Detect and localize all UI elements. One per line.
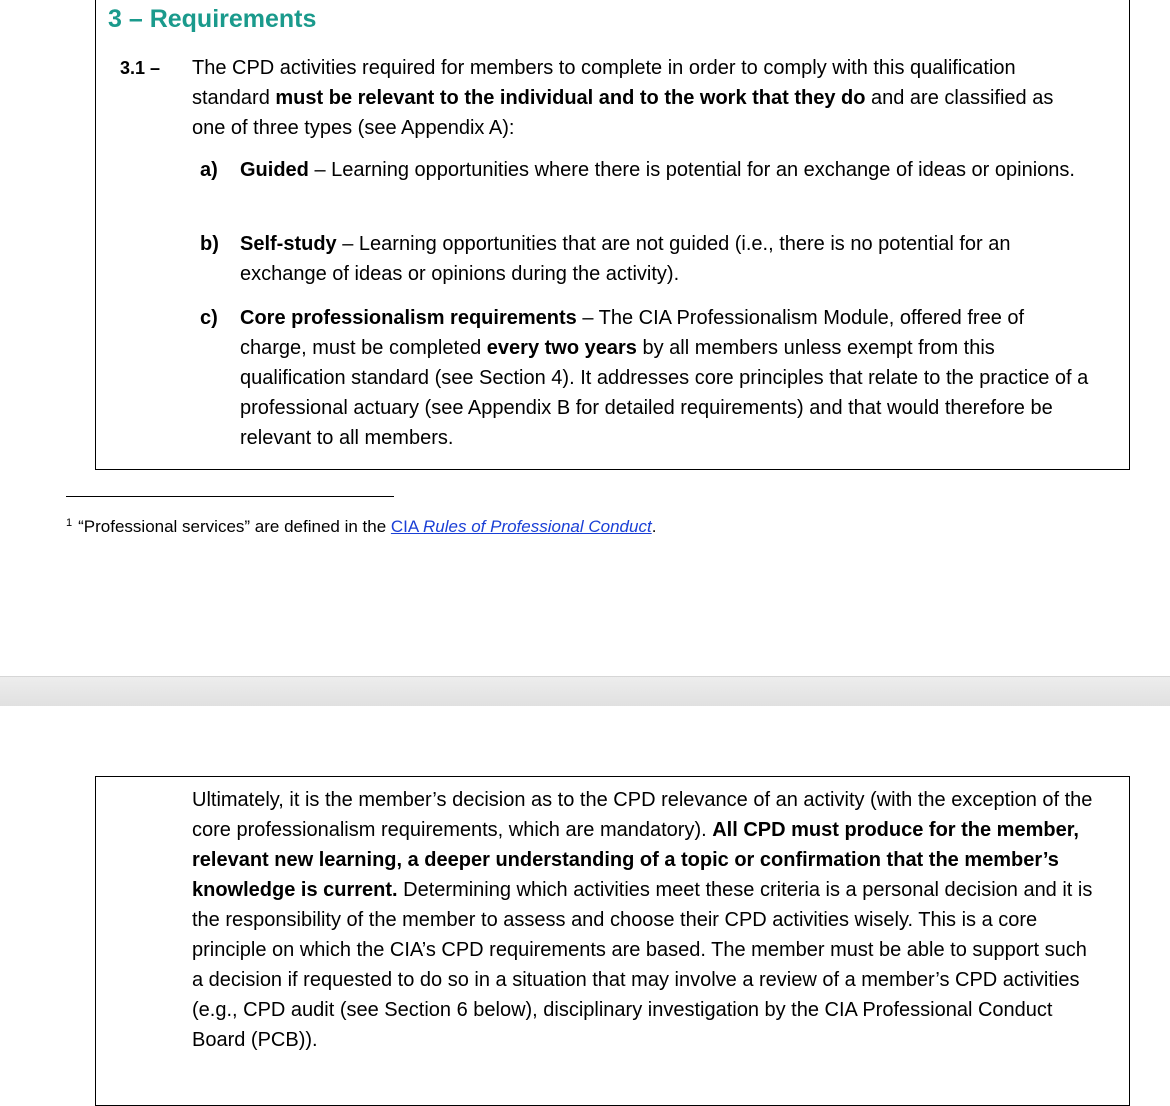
footnote-separator [66, 496, 394, 497]
paragraph-text: Ultimately, it is the member’s decision as to the CPD relevance of an activity (with the exception of the core professionalism requirements, which are mandatory). [192, 789, 1093, 841]
continuation-box [95, 776, 1130, 1106]
list-item-core-professionalism [240, 303, 1090, 453]
list-item-text-bold: every two years [486, 337, 637, 359]
clause-text-part: and are classified as one of three types (see Appendix A): [192, 87, 1054, 139]
list-marker-c: c) [200, 307, 218, 329]
clause-text [192, 53, 1072, 143]
footnote-marker: 1 [66, 517, 73, 529]
list-marker-b: b) [200, 233, 219, 255]
rules-of-professional-conduct-link[interactable] [391, 517, 652, 536]
clause-number: 3.1 – [120, 58, 161, 78]
paragraph-text: Determining which activities meet these criteria is a personal decision and it is the responsibility of the member to assess and choose their CPD activities wisely. This is a core principle on which the CIA’s CPD requirements are based. The member must be able to support such a decision if requested to do so in a situation that may involve a review of a member’s CPD activities (e.g., CPD audit (see Section 6 below), disciplinary investigation by the CIA Professional Conduct Board (PCB)). [192, 879, 1093, 1051]
list-marker-a: a) [200, 159, 218, 181]
link-text-italic: Rules of Professional Conduct [423, 517, 652, 536]
section-heading: 3 – Requirements [108, 5, 317, 33]
clause-text-bold: must be relevant to the individual and to the work that they do [275, 87, 866, 109]
link-text: CIA [390, 517, 424, 536]
footnote [66, 512, 656, 538]
footnote-text: “Professional services” are defined in the [78, 517, 391, 536]
list-item-self-study [240, 229, 1090, 289]
document-page-bottom [0, 706, 1170, 1094]
page-separator [0, 676, 1170, 708]
list-item-guided [240, 155, 1090, 185]
clause-text-part: The CPD activities required for members to complete in order to comply with this qualification standard [192, 57, 1016, 109]
list-item-term: Core professionalism requirements [240, 307, 577, 329]
footnote-text: . [651, 517, 657, 536]
list-item-text: by all members unless exempt from this qualification standard (see Section 4). It addresses core principles that relate to the practice of a professional actuary (see Appendix B for detailed requirements) and that would therefore be relevant to all members. [240, 337, 1089, 449]
relevance-paragraph [192, 785, 1102, 1055]
list-item-term: Guided [240, 159, 309, 181]
requirements-box [95, 0, 1130, 470]
paragraph-text-bold: All CPD must produce for the member, relevant new learning, a deeper understanding of a topic or confirmation that the member’s knowledge is current. [192, 819, 1079, 901]
list-item-text: – Learning opportunities where there is potential for an exchange of ideas or opinions. [308, 159, 1075, 181]
list-item-text: – The CIA Professionalism Module, offered free of charge, must be completed [240, 307, 1025, 359]
list-item-term: Self-study [240, 233, 337, 255]
list-item-text: – Learning opportunities that are not guided (i.e., there is no potential for an exchange of ideas or opinions during the activity). [240, 233, 1011, 285]
